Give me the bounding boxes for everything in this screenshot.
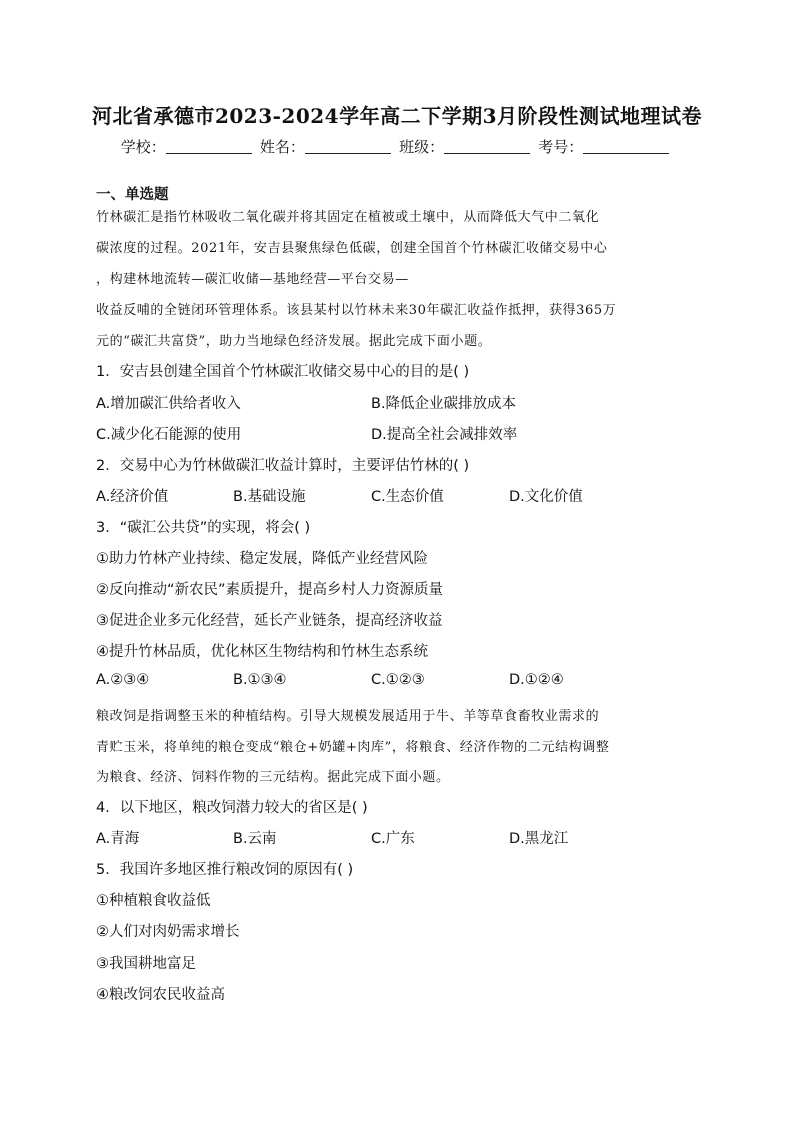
q3-statement-2: ②反向推动“新农民”素质提升，提高乡村人力资源质量 bbox=[96, 582, 444, 598]
class-label: 班级： bbox=[399, 139, 445, 156]
passage2-line: 为粮食、经济、饲料作物的三元结构。据此完成下面小题。 bbox=[96, 770, 450, 785]
passage1-line: 碳浓度的过程。2021年，安吉县聚焦绿色低碳，创建全国首个竹林碳汇收储交易中心 bbox=[96, 241, 608, 256]
q1-option-c: C.减少化石能源的使用 bbox=[96, 427, 242, 443]
q5-statement-2: ②人们对肉奶需求增长 bbox=[96, 924, 240, 940]
q1-option-a: A.增加碳汇供给者收入 bbox=[96, 396, 241, 412]
q4-option-d: D.黑龙江 bbox=[509, 831, 569, 847]
q5-statement-1: ①种植粮食收益低 bbox=[96, 893, 211, 909]
school-label: 学校： bbox=[120, 139, 166, 156]
passage2-line: 青贮玉米，将单纯的粮仓变成“粮仓+奶罐+肉库”，将粮食、经济作物的二元结构调整 bbox=[96, 740, 610, 755]
passage1-line: ，构建林地流转—碳汇收储—基地经营—平台交易— bbox=[96, 272, 409, 287]
student-info-line bbox=[0, 136, 794, 157]
q5-statement-3: ③我国耕地富足 bbox=[96, 956, 196, 972]
question-5-stem: 5．我国许多地区推行粮改饲的原因有( ) bbox=[96, 862, 354, 878]
question-1-stem: 1．安吉县创建全国首个竹林碳汇收储交易中心的目的是( ) bbox=[96, 364, 470, 380]
q4-option-b: B.云南 bbox=[233, 831, 277, 847]
q2-option-a: A.经济价值 bbox=[96, 489, 169, 505]
q3-option-c: C.①②③ bbox=[371, 672, 425, 688]
class-blank bbox=[444, 139, 530, 154]
q1-option-d: D.提高全社会减排效率 bbox=[371, 427, 518, 443]
number-label: 考号： bbox=[538, 139, 584, 156]
name-blank bbox=[305, 139, 391, 154]
question-4-stem: 4．以下地区，粮改饲潜力较大的省区是( ) bbox=[96, 800, 368, 816]
q2-option-c: C.生态价值 bbox=[371, 489, 444, 505]
passage2-line: 粮改饲是指调整玉米的种植结构。引导大规模发展适用于牛、羊等草食畜牧业需求的 bbox=[96, 709, 600, 724]
q3-statement-1: ①助力竹林产业持续、稳定发展，降低产业经营风险 bbox=[96, 551, 428, 567]
school-blank bbox=[166, 139, 252, 154]
q4-option-a: A.青海 bbox=[96, 831, 140, 847]
exam-title: 河北省承德市2023-2024学年高二下学期3月阶段性测试地理试卷 bbox=[91, 104, 703, 128]
q2-option-b: B.基础设施 bbox=[233, 489, 306, 505]
q5-statement-4: ④粮改饲农民收益高 bbox=[96, 987, 225, 1003]
q4-option-c: C.广东 bbox=[371, 831, 415, 847]
q3-statement-4: ④提升竹林品质，优化林区生物结构和竹林生态系统 bbox=[96, 644, 428, 660]
question-3-stem: 3．“碳汇公共贷”的实现，将会( ) bbox=[96, 520, 311, 536]
section-title: 一、单选题 bbox=[96, 187, 169, 203]
number-blank bbox=[583, 139, 669, 154]
passage1-line: 元的“碳汇共富贷”，助力当地绿色经济发展。据此完成下面小题。 bbox=[96, 334, 492, 349]
q1-option-b: B.降低企业碳排放成本 bbox=[371, 396, 517, 412]
question-2-stem: 2．交易中心为竹林做碳汇收益计算时，主要评估竹林的( ) bbox=[96, 458, 470, 474]
q3-option-b: B.①③④ bbox=[233, 672, 287, 688]
q3-option-d: D.①②④ bbox=[509, 672, 564, 688]
passage1-line: 竹林碳汇是指竹林吸收二氧化碳并将其固定在植被或土壤中，从而降低大气中二氧化 bbox=[96, 210, 600, 225]
q3-option-a: A.②③④ bbox=[96, 672, 150, 688]
q2-option-d: D.文化价值 bbox=[509, 489, 583, 505]
name-label: 姓名： bbox=[259, 139, 305, 156]
q3-statement-3: ③促进企业多元化经营，延长产业链条，提高经济收益 bbox=[96, 613, 443, 629]
passage1-line: 收益反哺的全链闭环管理体系。该县某村以竹林未来30年碳汇收益作抵押，获得365万 bbox=[96, 303, 617, 318]
